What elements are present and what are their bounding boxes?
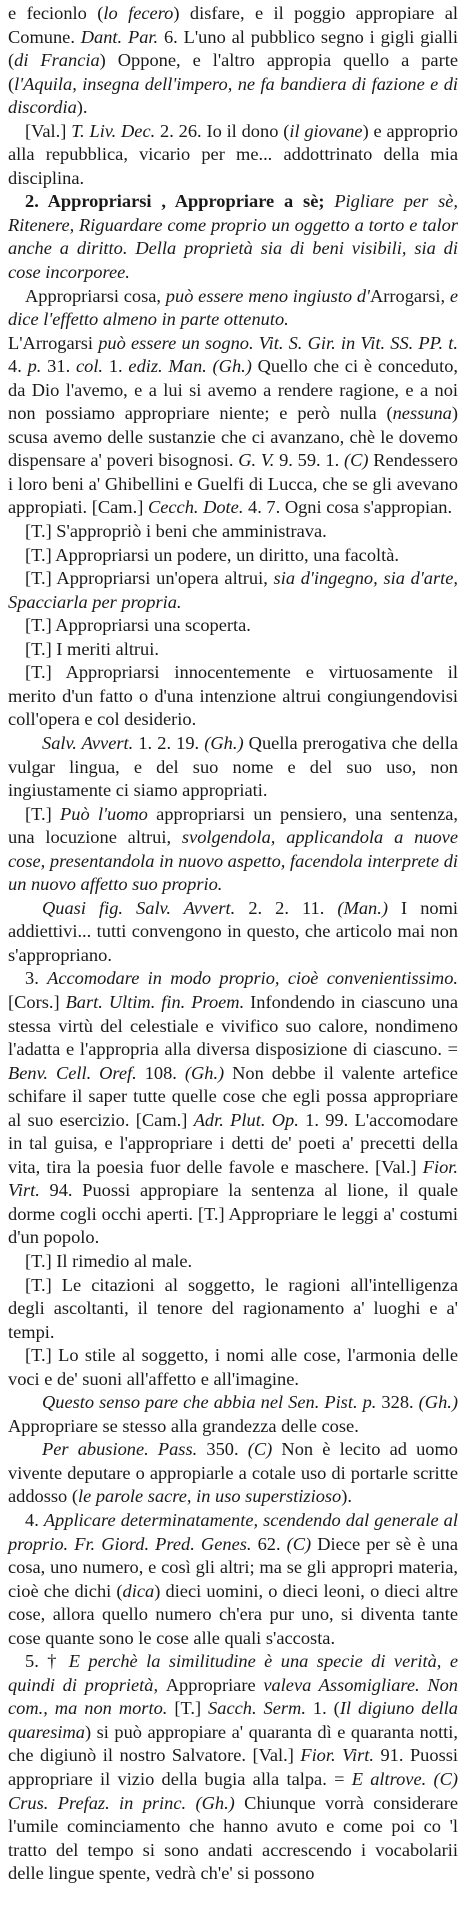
text-run: 1. 2. 19. — [133, 732, 205, 753]
paragraph — [8, 732, 458, 803]
text-run: ) si può appropiare a' quaranta dì e quaranta notti, che digiunò il nostro Salvatore. [Val.] — [8, 1721, 458, 1766]
text-run: [T.] Appropriarsi un'opera altrui, — [25, 568, 274, 589]
text-run: Benv. Cell. Oref. — [8, 1062, 137, 1083]
paragraph — [8, 967, 458, 1250]
text-run: Salv. Avvert. — [42, 732, 134, 753]
paragraph — [8, 332, 458, 520]
paragraph — [8, 897, 458, 968]
text-run: ) disfare, e il poggio appropiare al Comune. — [8, 3, 458, 47]
text-run: Chiunque vorrà considerare l'umile cominciamento che hanno avuto e come poi co 'l tratto del tempo si sono andati accrescendo i vocabolarii delle lingue spente, vedrà ch'e' si possono — [8, 1792, 458, 1884]
text-run: le parole sacre, in uso superstizioso — [77, 1486, 342, 1507]
text-run: (C) — [247, 1439, 273, 1460]
text-run: di Francia — [14, 50, 100, 71]
text-run: svolgendola, applicandola a nuove cose, presentandola in nuovo aspetto, facendola interprete di un nuovo affetto suo proprio. — [8, 827, 458, 895]
text-run: lo fecero — [103, 3, 174, 23]
paragraph — [8, 544, 458, 568]
text-run: Arrogarsi — [369, 285, 441, 306]
text-run: p. — [27, 356, 42, 377]
text-run: [T.] Appropriarsi un podere, un diritto, una facoltà. — [25, 544, 399, 565]
text-run: 108. — [136, 1062, 185, 1083]
text-run: [T.] Il rimedio al male. — [25, 1250, 193, 1271]
paragraph — [8, 1509, 458, 1650]
text-run: [T.] Le citazioni al soggetto, le ragioni all'intelligenza degli ascoltanti, il tenore del ragionamento a' luoghi e a' tempi. — [8, 1274, 458, 1342]
text-run: 1. 99. L'accomodare in tal guisa, e l'appropriare i detti de' poeti a' precetti della vita, tira la poesia fuor delle favole e maschere. [Val.] — [8, 1109, 458, 1177]
paragraph — [8, 285, 458, 332]
text-run: T. Liv. Dec. — [71, 120, 156, 141]
text-run: Quasi fig. Salv. Avvert. — [42, 897, 236, 918]
paragraph — [8, 1650, 458, 1885]
text-run: (Gh.) — [418, 1392, 458, 1413]
text-run: (C) — [286, 1533, 312, 1554]
text-run: ). — [341, 1486, 352, 1507]
text-run: Per abusione. Pass. — [42, 1439, 198, 1460]
paragraph — [8, 2, 458, 120]
text-run: ) dieci uomini, o dieci leoni, o dieci altre cose, allora quello numero ch'era pur uno, si diventa tante cose quante sono le cose alle quali s'accosta. — [8, 1580, 459, 1648]
text-run: 1. ( — [305, 1698, 340, 1719]
text-run: Cecch. Dote. — [147, 497, 244, 518]
paragraph — [8, 520, 458, 544]
text-run: 2. 26. Io il dono ( — [155, 120, 290, 141]
text-run: 2. 2. 11. — [235, 897, 338, 918]
text-run: [T.] Appropriarsi una scoperta. — [25, 615, 251, 636]
text-run: Applicare determinatamente, scendendo dal generale al proprio. Fr. Giord. Pred. Genes. — [8, 1510, 458, 1554]
text-run: 2. Appropriarsi , Appropriare a sè; — [25, 191, 335, 212]
paragraph — [8, 567, 458, 614]
text-run: Non debbe il valente artefice schifare il saper tutte quelle cose che egli possa appropriare al suo esercizio. [Cam.] — [8, 1062, 458, 1130]
text-run: [T.] Appropriarsi innocentemente e virtuosamente il merito d'un fatto o d'una intenzione altrui congiungendovisi coll'opera e col desiderio. — [8, 662, 458, 730]
text-run: sia d'ingegno, sia d'arte, Spacciarla per propria. — [8, 568, 458, 612]
text-run: Quella prerogativa che della vulgar lingua, e del suo nome e del suo uso, non ingiustamente ci siamo appropriati. — [8, 732, 459, 801]
text-run: ). — [76, 97, 88, 118]
text-run: valeva Assomigliare. Non com., ma non morto. — [8, 1674, 458, 1719]
text-run: 62. — [251, 1533, 287, 1554]
text-run: [T.] I meriti altrui. — [25, 638, 159, 659]
text-run: ) Oppone, e l'altro appropia quello a parte ( — [8, 50, 458, 94]
text-run: Adr. Plut. Op. — [193, 1109, 299, 1130]
paragraph — [8, 190, 458, 284]
text-run: Non è lecito ad uomo vivente deputare o appropiarle a cotale uso di portarle scritte addosso ( — [8, 1439, 459, 1507]
paragraph — [8, 661, 458, 732]
text-run: Appropriare — [165, 1674, 264, 1695]
paragraph — [8, 120, 458, 191]
text-run: 328. — [376, 1392, 419, 1413]
text-run: , e dice l'effetto almeno in parte ottenuto. — [8, 285, 459, 330]
paragraph — [8, 614, 458, 638]
paragraph — [8, 1274, 458, 1345]
paragraph — [8, 1438, 458, 1509]
text-run: [T.] Lo stile al soggetto, i nomi alle cose, l'armonia delle voci e de' suoni all'affetto e all'imagine. — [8, 1345, 458, 1389]
text-run: L'Arrogarsi — [8, 332, 99, 353]
text-run: Pigliare per sè, Ritenere, Riguardare come proprio un oggetto a torto e talor anche a diritto. Della proprietà sia di beni visibili, sia di cose incorporee. — [8, 191, 458, 283]
paragraph — [8, 803, 458, 897]
text-run: (C) — [343, 450, 369, 471]
text-run: Diece per sè è una cosa, uno numero, e così gli altri; ma se gli appropri materia, cioè che dichi ( — [8, 1533, 458, 1601]
text-run: Questo senso pare che abbia nel Sen. Pist. p. — [42, 1392, 377, 1413]
text-run: Accomodare in modo proprio, cioè convenientissimo. — [47, 968, 458, 989]
text-run: Appropriarsi cosa, — [25, 285, 166, 306]
text-run: Il digiuno della quaresima — [8, 1698, 458, 1742]
text-run: ediz. Man. (Gh.) — [128, 356, 252, 377]
text-run: 1. — [103, 356, 129, 377]
paragraph — [8, 638, 458, 662]
text-run: ) e approprio alla repubblica, vicario per me... addottrinato della mia disciplina. — [8, 120, 458, 188]
text-run: G. V. — [238, 450, 275, 471]
text-run: 4. 7. Ogni cosa s'appropian. — [243, 497, 453, 518]
text-run: (Man.) — [337, 897, 388, 918]
text-run: 4. — [8, 356, 28, 377]
paragraph — [8, 1344, 458, 1391]
text-run: Bart. Ultim. fin. Proem. — [65, 991, 245, 1012]
text-run: [T.] — [25, 803, 61, 824]
text-run: 3. — [25, 968, 48, 989]
paragraph — [8, 1250, 458, 1274]
text-run: Appropriare se stesso alla grandezza delle cose. — [8, 1415, 359, 1436]
text-run: nessuna — [392, 403, 452, 424]
text-run: l'Aquila, insegna dell'impero, ne fa bandiera di fazione e di discordia — [8, 73, 458, 118]
text-run: 91. Puossi appropriare il vizio della bugia alla talpa. = — [8, 1745, 458, 1790]
text-run: E altrove. (C) Crus. Prefaz. in princ. (Gh.) — [8, 1769, 459, 1813]
text-run: [Cors.] — [8, 991, 66, 1012]
text-run: [Val.] — [25, 120, 72, 141]
text-run: Può l'uomo — [60, 803, 148, 824]
text-run: 5. † — [25, 1651, 69, 1672]
text-run: 9. 59. 1. — [274, 450, 344, 471]
text-run: col. — [75, 356, 104, 377]
text-run: e fecionlo ( — [8, 3, 104, 23]
text-run: Dant. Par. — [80, 26, 159, 47]
text-run: 31. — [41, 356, 76, 377]
text-run: Sacch. Serm. — [208, 1698, 306, 1719]
text-run: Fior. Virt. — [300, 1745, 374, 1766]
text-run: Rendessero i loro beni a' Ghibellini e Guelfi di Lucca, che se gli avevano appropiati. [Cam.] — [8, 450, 459, 518]
text-run: ) scusa avemo delle sustanzie che ci avanzano, chè le dovemo dispensare a' poveri bisognosi. — [8, 403, 458, 471]
text-run: 350. — [197, 1439, 248, 1460]
text-run: Infondendo in ciascuno una stessa virtù del celestiale e vivifico suo calore, nondimeno l'adatta e l'appropria alla diversa disposizione di ciascuno. = — [8, 991, 459, 1060]
text-run: Fior. Virt. — [8, 1156, 458, 1201]
text-run: [T.] — [167, 1698, 209, 1719]
text-run: (Gh.) — [184, 1062, 225, 1083]
text-run: (Gh.) — [204, 732, 244, 753]
text-run: E perchè la similitudine è una specie di verità, e quindi di proprietà, — [8, 1651, 459, 1695]
paragraph — [8, 1391, 458, 1438]
text-run: I nomi addiettivi... tutti convengono in questo, che articolo mai non s'appropriano. — [8, 897, 458, 965]
text-run: appropriarsi un pensiero, una sentenza, una locuzione altrui, — [8, 803, 459, 848]
text-run: il giovane — [289, 120, 363, 141]
text-run: 4. — [25, 1510, 44, 1530]
text-run: 94. Puossi appropiare la sentenza al lione, il quale dorme cogli occhi aperti. [T.] Appropriare le leggi a' costumi d'un popolo. — [8, 1180, 458, 1248]
text-run: [T.] S'appropriò i beni che amministrava. — [25, 521, 327, 542]
text-run: dica — [122, 1580, 155, 1601]
text-run: può essere un sogno. Vit. S. Gir. in Vit. SS. PP. t. — [98, 332, 459, 353]
text-run: Quello che ci è conceduto, da Dio l'avemo, e a lui si avemo a rendere ragione, e a noi non possiamo appropriare niente; e però nulla ( — [8, 356, 458, 424]
text-run: può essere meno ingiusto d' — [165, 285, 370, 306]
text-run: 6. L'uno al pubblico segno i gigli gialli ( — [8, 26, 458, 71]
